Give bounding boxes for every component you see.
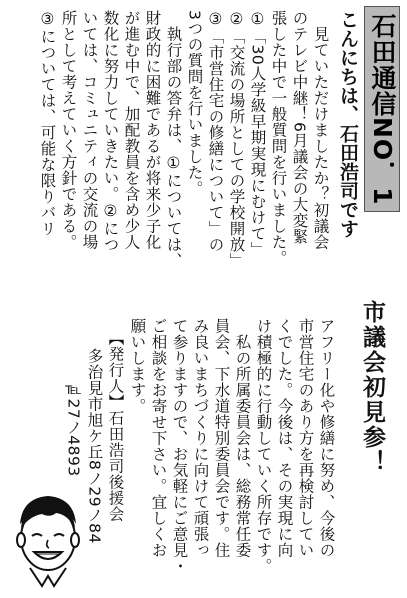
section1-line-5: ②「交流の場所としての学校開放」 [227,10,246,269]
section1-line-14: ③については、可能な限りバリ [38,10,57,237]
publisher-address: 多治見市旭ケ丘8ノ29ノ84 [85,348,104,544]
publisher-phone: ℡27ノ4893 [64,380,83,477]
section1-line-7: 3つの質問を行いました。 [185,10,204,197]
section2-line-10: 願いします。 [128,318,147,414]
section1-line-9: 財政的に困難であるが将来少子化 [143,10,162,250]
section1-line-10: が進む中で、加配教員を含め少人 [122,10,141,250]
section2-line-2: 市営住宅のあり方を再検討してい [296,318,315,558]
section1-line-8: 執行部の答弁は、①については、 [164,26,183,269]
section2-line-1: アフリー化や修繕に努め、今後の [317,318,336,558]
section2-line-7: み良いまちづくりに向けて頑張っ [191,318,210,558]
section1-line-1: 見ていただけましたか？初議会 [311,26,330,250]
section1-line-12: いては、コミュニティの交流の場 [80,10,99,250]
greeting: こんにちは、石田浩司です [337,10,359,238]
section2-line-6: 員会、下水道特別委員会です。住 [212,318,231,558]
section1-line-11: 数化に努力していきたい。②につ [101,10,120,253]
section2-line-8: て参りますので、お気軽にご意見・ [170,318,189,574]
cartoon-face-icon [12,490,84,592]
newsletter-title: 石田通信NO．1 [368,13,397,206]
section2-line-5: 私の所属委員会は、総務常任委 [233,334,252,558]
section1-line-2: のテレビ中継！6月議会の大変緊 [290,10,309,245]
section1-line-6: ③「市営住宅の修繕について」の [206,10,225,253]
section1-line-4: ①「30人学級早期実現にむけて」 [248,10,267,258]
newsletter-title-box [364,6,400,212]
section2-heading: 市議会初見参！ [359,300,385,475]
publisher-label: 【発行人】石田浩司後援会 [106,330,125,522]
section1-line-13: 所として考えていく方針である。 [59,10,78,250]
section2-line-9: ご相談をお寄せ下さい。宜しくお [149,318,168,558]
section2-line-4: け積極的に行動していく所存です。 [254,318,273,574]
section2-line-3: くでした。今後は、その実現に向 [275,318,294,558]
section1-line-3: 張した中で一般質問を行いました。 [269,10,288,266]
